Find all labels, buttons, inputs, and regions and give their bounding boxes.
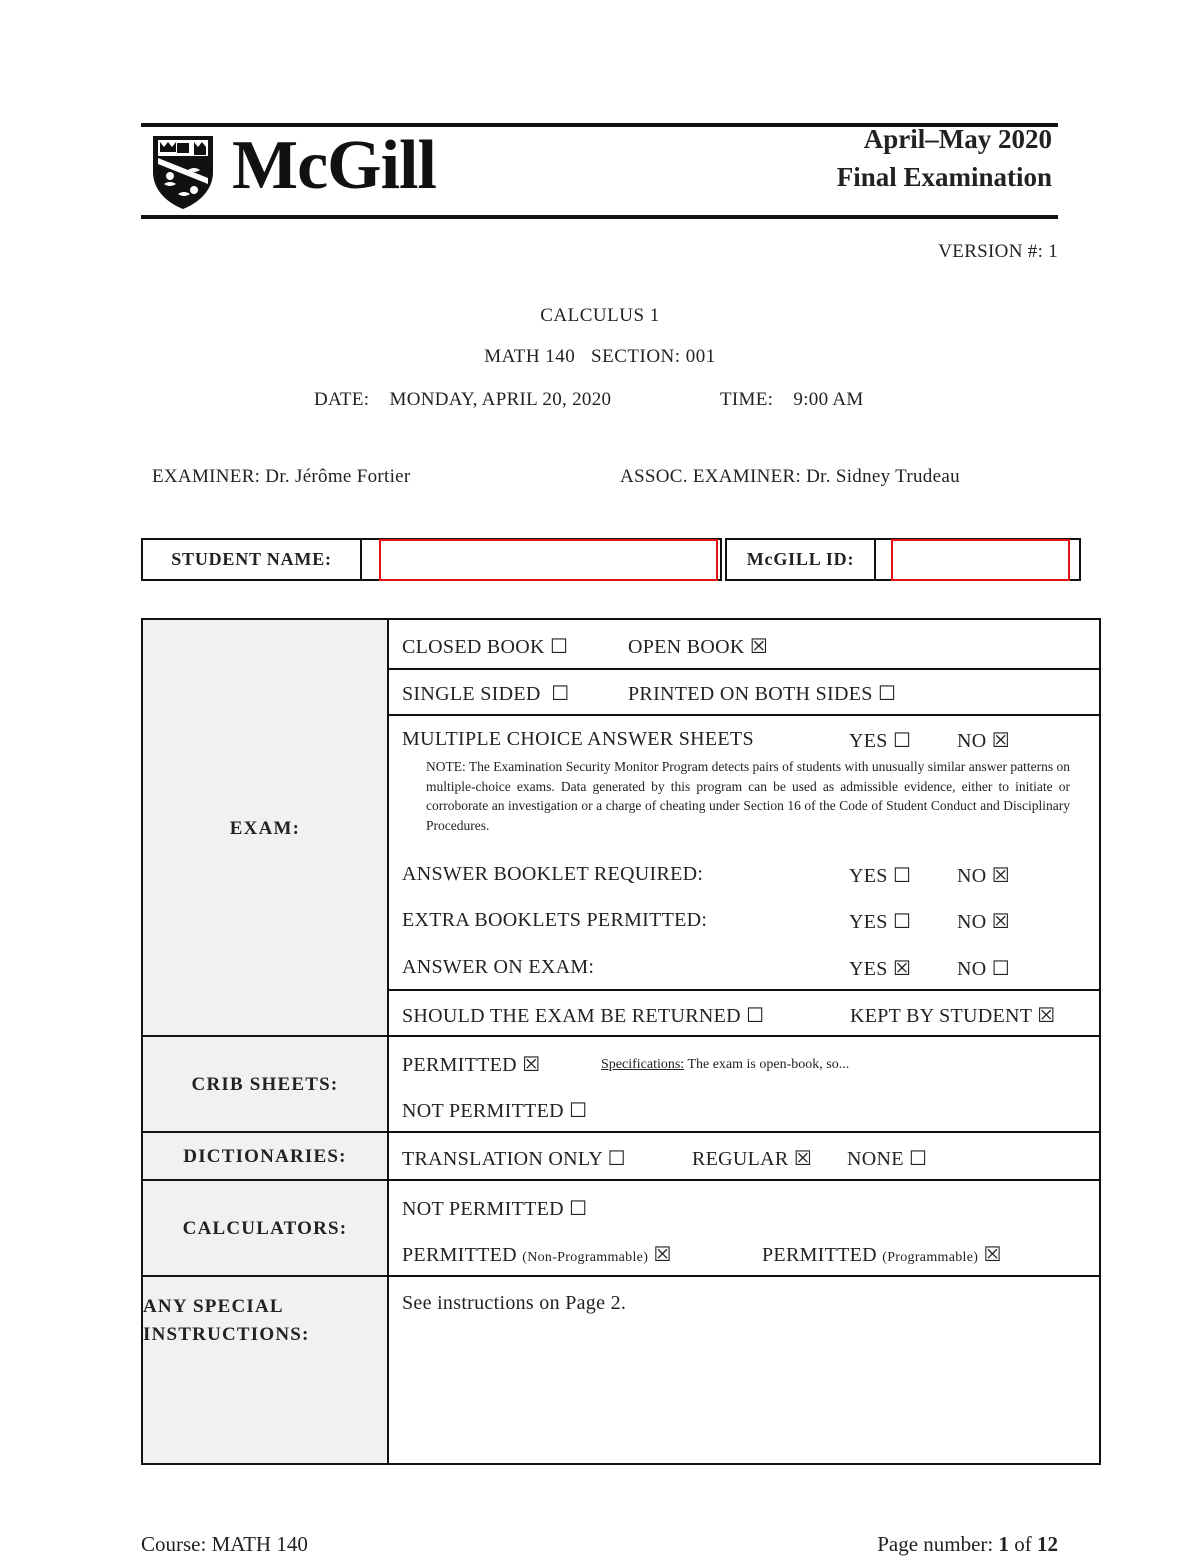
booklet-required-label: ANSWER BOOKLET REQUIRED: xyxy=(402,863,704,885)
mc-yes-option[interactable]: YES ☐ xyxy=(849,730,912,752)
student-name-field[interactable] xyxy=(379,539,718,581)
extra-yes-option[interactable]: YES ☐ xyxy=(849,911,912,933)
exam-type: Final Examination xyxy=(836,162,1052,192)
crest-icon xyxy=(150,132,216,210)
kept-by-student-option[interactable]: KEPT BY STUDENT ☒ xyxy=(850,1005,1056,1027)
page-current: 1 xyxy=(998,1532,1009,1556)
mcgill-id-field[interactable] xyxy=(891,539,1070,581)
footer-course: Course: MATH 140 xyxy=(141,1532,308,1556)
open-book-option[interactable]: OPEN BOOK ☒ xyxy=(628,636,769,658)
page-of: of xyxy=(1014,1532,1032,1556)
dict-regular-option[interactable]: REGULAR ☒ xyxy=(692,1148,813,1170)
special-instructions-label xyxy=(143,1277,389,1463)
special-label-line1: ANY SPECIAL xyxy=(143,1296,284,1317)
divider xyxy=(389,668,1099,670)
calc-prog-checkbox: ☒ xyxy=(983,1244,1002,1266)
crib-not-permitted-option[interactable]: NOT PERMITTED ☐ xyxy=(402,1100,588,1122)
extra-no-option[interactable]: NO ☒ xyxy=(957,911,1011,933)
calc-prog-option[interactable] xyxy=(762,1242,1002,1267)
crib-permitted-option[interactable]: PERMITTED ☒ xyxy=(402,1054,541,1076)
single-sided-option[interactable]: SINGLE SIDED ☐ xyxy=(402,683,570,705)
dictionaries-label: DICTIONARIES: xyxy=(143,1133,389,1181)
mcgill-logo xyxy=(150,127,480,212)
student-name-label: STUDENT NAME: xyxy=(141,538,362,581)
mc-answer-sheets-label: MULTIPLE CHOICE ANSWER SHEETS xyxy=(402,728,754,750)
mcgill-id-label: McGILL ID: xyxy=(725,538,876,581)
dict-translation-option[interactable]: TRANSLATION ONLY ☐ xyxy=(402,1148,626,1170)
crib-spec-label: Specifications: xyxy=(601,1057,685,1072)
exam-time: TIME: 9:00 AM xyxy=(720,389,864,410)
divider xyxy=(389,989,1099,991)
divider xyxy=(143,1275,1099,1277)
page-label: Page number: xyxy=(877,1532,994,1556)
special-label-line2: INSTRUCTIONS: xyxy=(143,1324,310,1345)
calc-nonprog-option[interactable] xyxy=(402,1242,672,1267)
examiner: EXAMINER: Dr. Jérôme Fortier xyxy=(152,466,411,487)
calc-nonprog-label: PERMITTED xyxy=(402,1244,517,1266)
calc-prog-label: PERMITTED xyxy=(762,1244,877,1266)
crib-specifications xyxy=(601,1057,849,1073)
special-instructions-text: See instructions on Page 2. xyxy=(402,1292,627,1314)
divider xyxy=(143,1035,1099,1037)
exam-term: April–May 2020 xyxy=(863,124,1052,154)
answer-yes-option[interactable]: YES ☒ xyxy=(849,958,912,980)
divider xyxy=(143,1131,1099,1133)
dict-none-option[interactable]: NONE ☐ xyxy=(847,1148,928,1170)
assoc-examiner: ASSOC. EXAMINER: Dr. Sidney Trudeau xyxy=(620,466,960,487)
printed-both-sides-option[interactable]: PRINTED ON BOTH SIDES ☐ xyxy=(628,683,897,705)
crib-sheets-label: CRIB SHEETS: xyxy=(143,1037,389,1133)
footer-page-number xyxy=(877,1532,1058,1557)
answer-no-option[interactable]: NO ☐ xyxy=(957,958,1011,980)
booklet-yes-option[interactable]: YES ☐ xyxy=(849,865,912,887)
brand-name: McGill xyxy=(232,127,436,204)
mc-no-option[interactable]: NO ☒ xyxy=(957,730,1011,752)
exam-returned-option[interactable]: SHOULD THE EXAM BE RETURNED ☐ xyxy=(402,1005,765,1027)
booklet-no-option[interactable]: NO ☒ xyxy=(957,865,1011,887)
divider xyxy=(389,714,1099,716)
calculators-label: CALCULATORS: xyxy=(143,1181,389,1277)
extra-booklets-label: EXTRA BOOKLETS PERMITTED: xyxy=(402,909,708,931)
calc-not-permitted-option[interactable]: NOT PERMITTED ☐ xyxy=(402,1198,588,1220)
security-note: NOTE: The Examination Security Monitor Program detects pairs of students with unusually similar answer patterns on multiple-choice exams. Data generated by this program can be used as admissible evidence, either to initiate or corroborate an investigation or a charge of cheating under Section 16 of the Code of Student Conduct and Disciplinary Procedures. xyxy=(426,759,1070,833)
page-total: 12 xyxy=(1037,1532,1058,1556)
crib-spec-text: The exam is open-book, so... xyxy=(687,1057,850,1072)
closed-book-option[interactable]: CLOSED BOOK ☐ xyxy=(402,636,569,658)
course-title: CALCULUS 1 xyxy=(540,305,660,326)
divider xyxy=(143,1179,1099,1181)
exam-date: DATE: MONDAY, APRIL 20, 2020 xyxy=(314,389,612,410)
calc-prog-note: (Programmable) xyxy=(882,1250,979,1265)
exam-label: EXAM: xyxy=(143,620,389,1037)
version-number: VERSION #: 1 xyxy=(938,241,1058,262)
header-rule-bottom xyxy=(141,215,1058,219)
answer-on-exam-label: ANSWER ON EXAM: xyxy=(402,956,595,978)
calc-nonprog-note: (Non-Programmable) xyxy=(522,1250,649,1265)
calc-nonprog-checkbox: ☒ xyxy=(653,1244,672,1266)
course-code-section: MATH 140 SECTION: 001 xyxy=(484,346,716,367)
